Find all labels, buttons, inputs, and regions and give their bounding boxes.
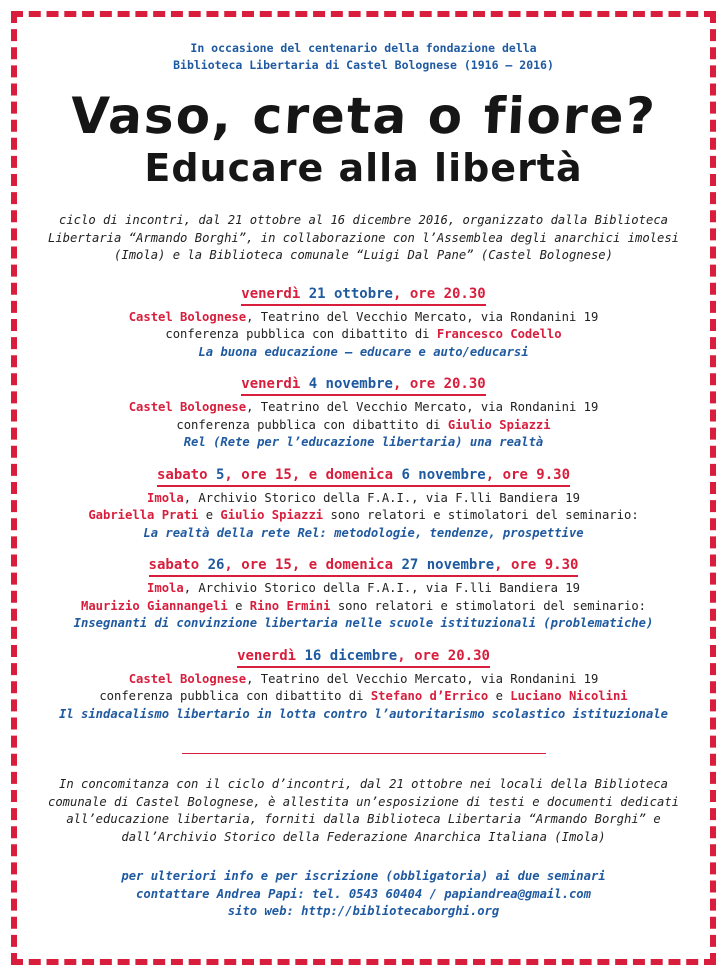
main-title: Vaso, creta o fiore?	[68, 87, 659, 145]
section-divider	[182, 753, 546, 754]
flyer-content	[20, 40, 707, 921]
event-heading: venerdì 21 ottobre, ore 20.30	[241, 285, 485, 306]
event-4	[20, 556, 707, 633]
exhibition-description: In concomitanza con il ciclo d’incontri, dal 21 ottobre nei locali della Biblioteca comunale di Castel Bolognese, è allestita un’esposizione di testi e documenti dedicati all’educazione libertaria, forniti dalla Biblioteca Libertaria “Armando Borghi” e dall’Archivio Storico della Federazione Anarchica Italiana (Imola)	[47, 777, 680, 844]
event-location: Imola, Archivio Storico della F.A.I., via F.lli Bandiera 19	[147, 581, 580, 595]
event-speakers: Maurizio Giannangeli e Rino Ermini sono relatori e stimolatori del seminario:	[81, 598, 646, 613]
contact-line: contattare Andrea Papi: tel. 0543 60404 / papiandrea@gmail.com	[136, 886, 591, 901]
event-heading: sabato 26, ore 15, e domenica 27 novembre, ore 9.30	[149, 556, 579, 577]
intro-line-2: Biblioteca Libertaria di Castel Bolognese (1916 – 2016)	[173, 58, 554, 72]
event-heading: venerdì 16 dicembre, ore 20.30	[237, 647, 490, 668]
subtitle: Educare alla libertà	[144, 146, 583, 190]
event-2	[20, 375, 707, 452]
event-3	[20, 466, 707, 543]
event-speakers: conferenza pubblica con dibattito di Francesco Codello	[165, 327, 562, 341]
event-topic: Rel (Rete per l’educazione libertaria) una realtà	[183, 435, 544, 449]
info-line-1: per ulteriori info e per iscrizione (obbligatoria) ai due seminari	[121, 869, 606, 883]
event-topic: Il sindacalismo libertario in lotta contro l’autoritarismo scolastico istituzionale	[58, 706, 668, 721]
contact-info	[20, 868, 707, 921]
event-speakers: Gabriella Prati e Giulio Spiazzi sono relatori e stimolatori del seminario:	[88, 508, 639, 522]
event-1	[20, 285, 707, 362]
event-location: Castel Bolognese, Teatrino del Vecchio Mercato, via Rondanini 19	[128, 400, 599, 414]
intro-line-1: In occasione del centenario della fondazione della	[190, 41, 537, 55]
event-speakers: conferenza pubblica con dibattito di Stefano d’Errico e Luciano Nicolini	[99, 689, 628, 703]
cycle-description: ciclo di incontri, dal 21 ottobre al 16 dicembre 2016, organizzato dalla Biblioteca Libertaria “Armando Borghi”, in collaborazione con l’Assemblea degli anarchici imolesi (Imola) e la Biblioteca comunale “Luigi Dal Pane” (Castel Bolognese)	[47, 213, 680, 262]
centenary-intro	[20, 40, 707, 74]
website-line: sito web: http://bibliotecaborghi.org	[227, 904, 500, 918]
event-5	[20, 647, 707, 724]
event-speakers: conferenza pubblica con dibattito di Giulio Spiazzi	[176, 417, 551, 432]
event-heading: venerdì 4 novembre, ore 20.30	[241, 375, 485, 396]
event-heading: sabato 5, ore 15, e domenica 6 novembre, ore 9.30	[157, 466, 570, 487]
event-location: Castel Bolognese, Teatrino del Vecchio Mercato, via Rondanini 19	[128, 671, 599, 686]
event-location: Castel Bolognese, Teatrino del Vecchio Mercato, via Rondanini 19	[128, 309, 599, 324]
event-topic: Insegnanti di convinzione libertaria nelle scuole istituzionali (problematiche)	[73, 616, 654, 630]
event-topic: La realtà della rete Rel: metodologie, tendenze, prospettive	[143, 525, 584, 540]
event-topic: La buona educazione – educare e auto/educarsi	[198, 344, 529, 359]
event-location: Imola, Archivio Storico della F.A.I., via F.lli Bandiera 19	[147, 490, 580, 505]
